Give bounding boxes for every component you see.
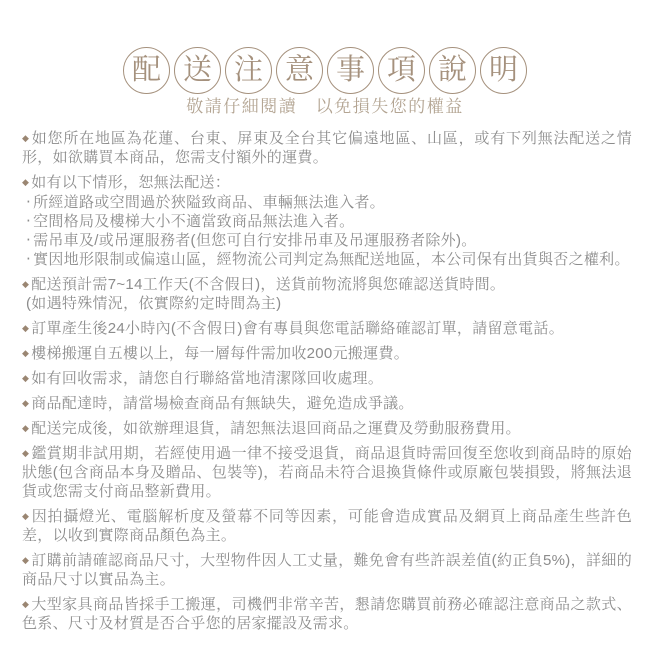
bullet-diamond-icon: ◆: [22, 398, 30, 408]
list-item: [22, 369, 632, 388]
list-item: [22, 444, 632, 501]
list-item: [22, 394, 632, 413]
notice-text: 如有以下情形，恕無法配送：: [31, 174, 231, 191]
list-item: [22, 129, 632, 167]
bullet-diamond-icon: ◆: [22, 323, 30, 333]
list-item: [22, 595, 632, 633]
bullet-diamond-icon: ◆: [22, 448, 30, 458]
sub-item-text: 空間格局及樓梯大小不適當致商品無法進入者。: [33, 213, 355, 230]
bullet-diamond-icon: ◆: [22, 373, 30, 383]
title-circled-char: 意: [276, 47, 323, 94]
sub-bullet-dot-icon: ‧: [26, 232, 32, 249]
notice-text: 如有回收需求，請您自行聯絡當地清潔隊回收處理。: [31, 370, 384, 387]
list-item: [22, 173, 632, 269]
page-subtitle: 敬請仔細閱讀 以免損失您的權益: [186, 97, 464, 116]
list-item: [22, 275, 632, 313]
notice-sublist: [22, 193, 632, 269]
title-circled-char: 項: [378, 47, 425, 94]
list-item: [22, 419, 632, 438]
title-circled-char: 說: [429, 47, 476, 94]
notice-text: 訂購前請確認商品尺寸，大型物件因人工丈量，難免會有些許誤差值(約正負5%)，詳細的商品尺寸以實品為主。: [22, 552, 632, 588]
notice-text: 商品配達時，請當場檢查商品有無缺失，避免造成爭議。: [31, 395, 414, 412]
bullet-diamond-icon: ◆: [22, 177, 30, 187]
notice-text: 訂單產生後24小時內(不含假日)會有專員與您電話聯絡確認訂單，請留意電話。: [31, 320, 565, 337]
list-item: [22, 344, 632, 363]
notice-text: 如您所在地區為花蓮、台東、屏東及全台其它偏遠地區、山區，或有下列無法配送之情形，如欲購買本商品，您需支付額外的運費。: [22, 130, 632, 166]
title-circled-char: 注: [225, 47, 272, 94]
sub-list-item: [26, 231, 632, 250]
page-title: [0, 0, 650, 94]
bullet-diamond-icon: ◆: [22, 511, 30, 521]
bullet-diamond-icon: ◆: [22, 555, 30, 565]
notice-list: [22, 129, 632, 633]
sub-item-text: 所經道路或空間過於狹隘致商品、車輛無法進入者。: [33, 194, 385, 211]
notice-text: 樓梯搬運自五樓以上，每一層每件需加收200元搬運費。: [31, 345, 410, 362]
sub-list-item: [26, 212, 632, 231]
notice-text: 大型家具商品皆採手工搬運，司機們非常辛苦，懇請您購買前務必確認注意商品之款式、色系、尺寸及材質是否合乎您的居家擺設及需求。: [22, 596, 632, 632]
bullet-diamond-icon: ◆: [22, 279, 30, 289]
title-circled-char: 事: [327, 47, 374, 94]
sub-bullet-dot-icon: ‧: [26, 194, 32, 211]
list-item: [22, 551, 632, 589]
sub-list-item: [26, 193, 632, 212]
bullet-diamond-icon: ◆: [22, 599, 30, 609]
title-circled-char: 配: [123, 47, 170, 94]
sub-list-item: [26, 250, 632, 269]
notice-text: 配送預計需7~14工作天(不含假日)，送貨前物流將與您確認送貨時間。: [31, 276, 506, 293]
sub-bullet-dot-icon: ‧: [26, 251, 32, 268]
bullet-diamond-icon: ◆: [22, 348, 30, 358]
sub-bullet-dot-icon: ‧: [26, 213, 32, 230]
notice-text: 因拍攝燈光、電腦解析度及螢幕不同等因素，可能會造成實品及網頁上商品產生些許色差，以收到實際商品顏色為主。: [22, 508, 632, 544]
list-item: [22, 319, 632, 338]
list-item: [22, 507, 632, 545]
bullet-diamond-icon: ◆: [22, 423, 30, 433]
title-circled-char: 送: [174, 47, 221, 94]
sub-item-text: 實因地形限制或偏遠山區，經物流公司判定為無配送地區，本公司保有出貨與否之權利。: [33, 251, 630, 268]
title-circled-char: 明: [480, 47, 527, 94]
bullet-diamond-icon: ◆: [22, 133, 30, 143]
notice-text: 鑑賞期非試用期，若經使用過一律不接受退貨，商品退貨時需回復至您收到商品時的原始狀態(包含商品本身及贈品、包裝等)，若商品未符合退換貨條件或原廠包裝損毀，將無法退貨或您需支付商品整新費用。: [22, 445, 632, 500]
notice-note: (如遇特殊情況，依實際約定時間為主): [26, 295, 282, 312]
notice-text: 配送完成後，如欲辦理退貨，請恕無法退回商品之運費及勞動服務費用。: [31, 420, 521, 437]
sub-item-text: 需吊車及/或吊運服務者(但您可自行安排吊車及吊運服務者除外)。: [33, 232, 477, 249]
